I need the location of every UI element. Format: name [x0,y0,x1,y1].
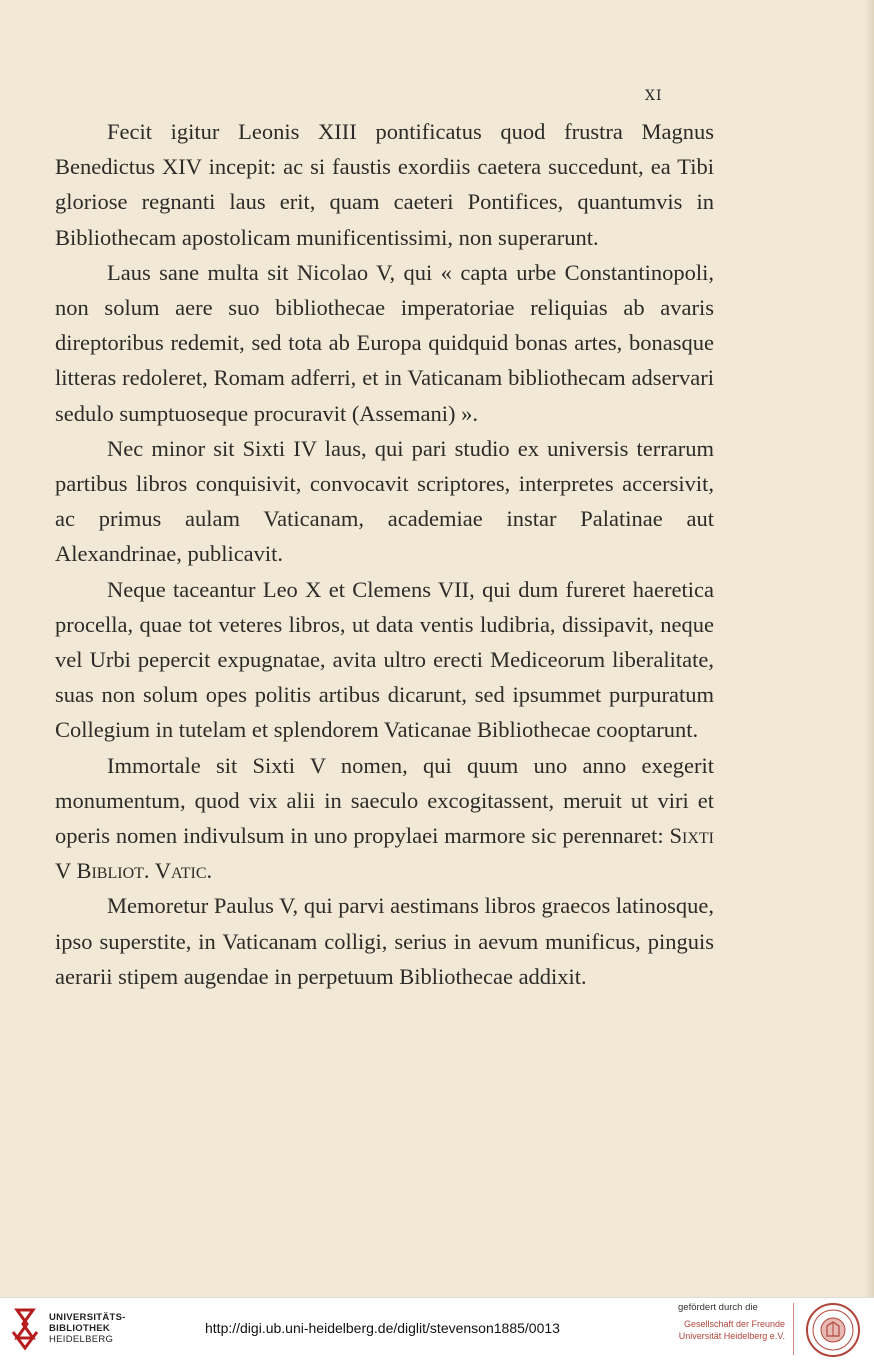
library-name-line2: BIBLIOTHEK [49,1323,111,1334]
paragraph-3: Nec minor sit Sixti IV laus, qui pari studio ex universis terrarum partibus libros conquisivit, convocavit scriptores, interpretes accersivit, ac primus aulam Vaticanam, academiae instar Palatinae aut Alexandrinae, publicavit. [55,435,714,567]
society-name-line2: Universität Heidelberg e.V. [678,1331,785,1341]
paragraph-5-text: Immortale sit Sixti V nomen, qui quum uno anno exegerit monumentum, quod vix alii in saeculo excogitassent, meruit ut viri et operis nomen indivulsum in uno propylaei marmore sic perennaret: [55,752,714,849]
page-number: XI [645,88,663,104]
inscription: Sixti V Bibliot. Vatic. [55,823,715,884]
library-name-line1: UNIVERSITÄTS- [49,1312,126,1323]
paragraph-4: Neque taceantur Leo X et Clemens VII, qui dum fureret haeretica procella, quae tot veteres libros, ut data ventis ludibria, dissipavit, neque vel Urbi pepercit expugnatae, avita ultro erecti Mediceorum liberalitate, suas non solum opes politis artibus dicarunt, sed ipsummet purpuratum Collegium in tutelam et splendorem Vaticanae Bibliothecae cooptarunt. [55,576,714,743]
paragraph-1: Fecit igitur Leonis XIII pontificatus quod frustra Magnus Benedictus XIV incepit: ac si faustis exordiis caetera succedunt, ea Tibi gloriose regnanti laus erit, quam caeteri Pontifices, quantumvis in Bibliothecam apostolicam munificentissimi, non superarunt. [55,119,714,250]
paragraph-2: Laus sane multa sit Nicolao V, qui « capta urbe Constantinopoli, non solum aere suo bibliothecae imperatoriae reliquias ab avaris direptoribus redemit, sed tota ab Europa quidquid bonas artes, bonasque litteras redoleret, Romam adferri, et in Vaticanam bibliothecam adservari sedulo sumptuoseque procuravit (Assemani) ». [55,259,714,426]
university-library-logo-icon [11,1308,41,1350]
university-seal-icon [805,1302,861,1358]
funded-by-label: gefördert durch die [678,1302,758,1313]
permalink-url[interactable]: http://digi.ub.uni-heidelberg.de/diglit/stevenson1885/0013 [205,1320,560,1336]
viewer-footer [0,1297,874,1360]
body-text [55,114,714,994]
library-name-line3: HEIDELBERG [49,1334,114,1345]
society-name [678,1318,785,1342]
footer-divider [793,1303,794,1355]
page-edge-shadow [864,0,874,1297]
paragraph-6: Memoretur Paulus V, qui parvi aestimans libros graecos latinosque, ipso superstite, in Vaticanam colligi, serius in aevum munificus, pinguis aerarii stipem augendae in perpetuum Bibliothecae addixit. [55,893,714,989]
paragraph-5 [55,748,714,889]
society-name-line1: Gesellschaft der Freunde [683,1319,785,1329]
library-name [49,1312,126,1345]
